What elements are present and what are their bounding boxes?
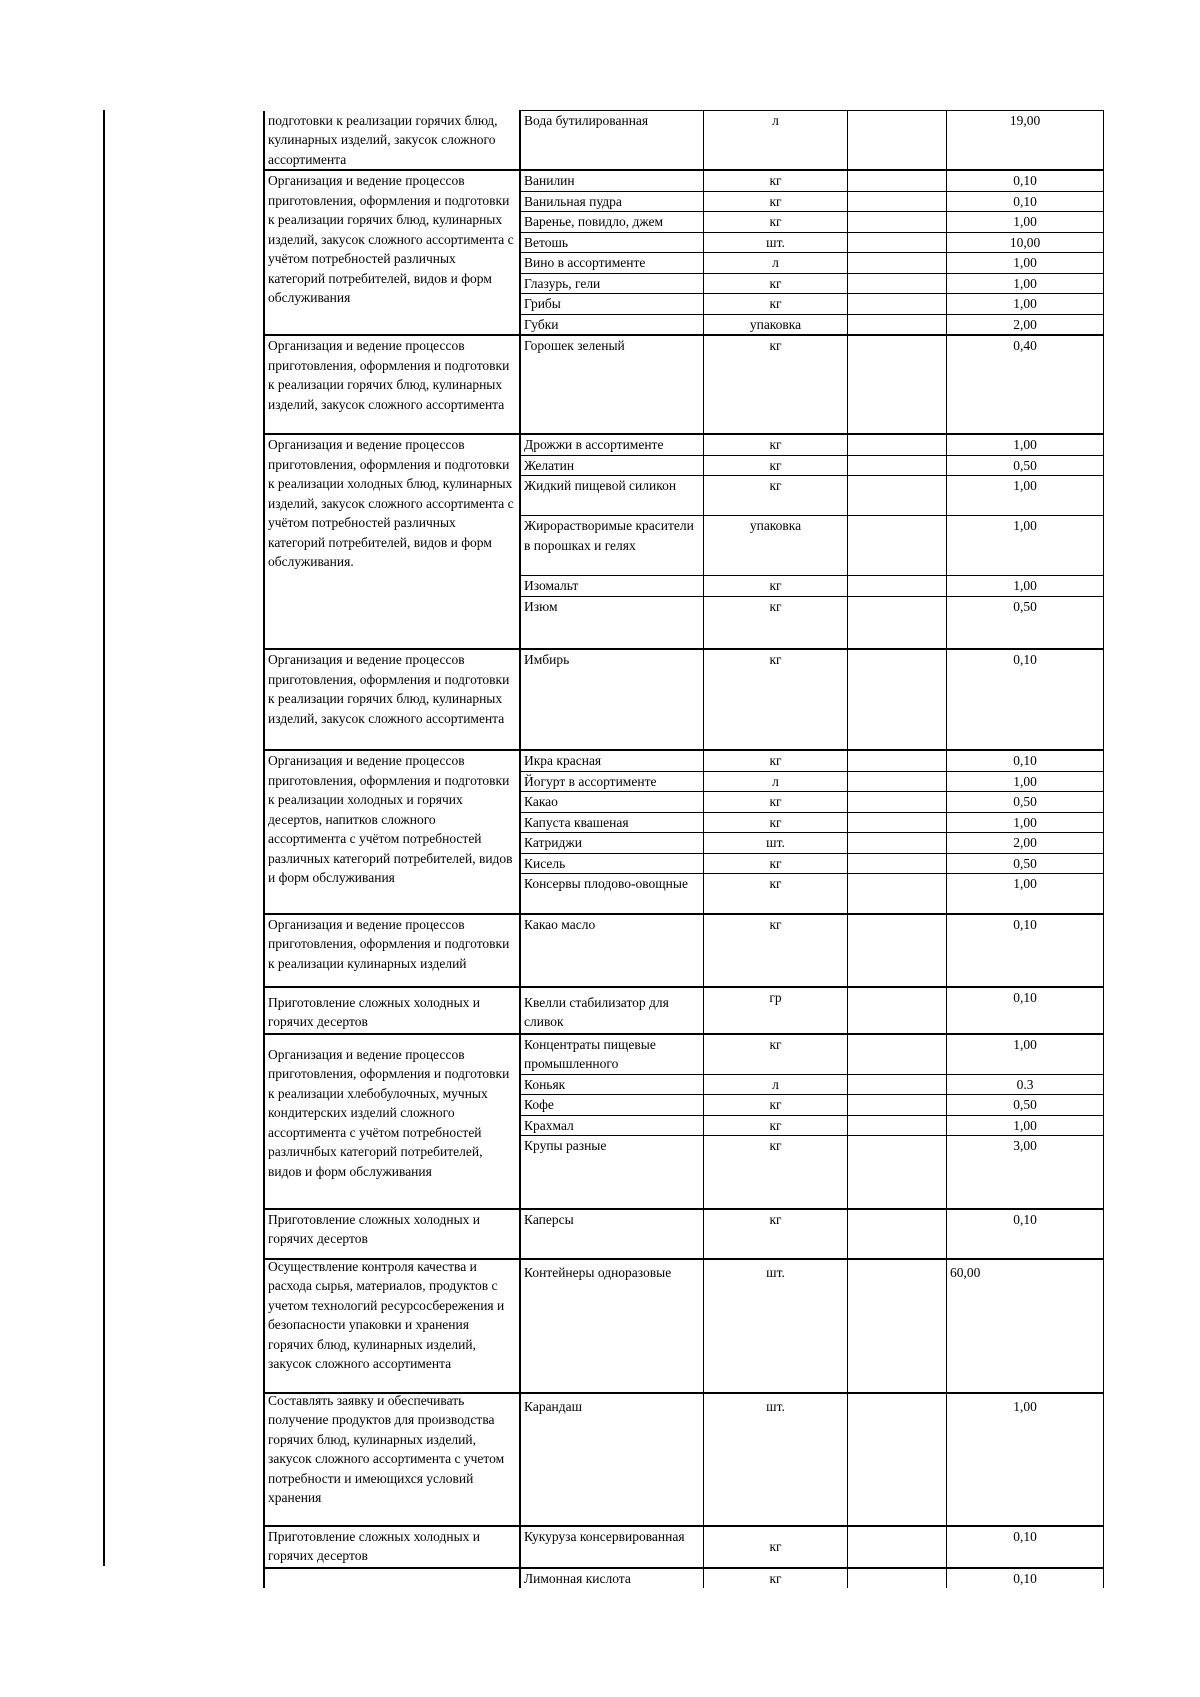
table-row: [264, 434, 1104, 455]
table-row: [264, 111, 1104, 171]
quantity-cell: 0,50: [947, 853, 1104, 874]
quantity-cell: 1,00: [947, 576, 1104, 597]
table-row: [264, 1209, 1104, 1259]
unit-cell: шт.: [704, 1259, 848, 1393]
empty-cell: [848, 987, 947, 1034]
quantity-cell: 19,00: [947, 111, 1104, 171]
material-cell: Губки: [520, 314, 704, 335]
table-row: [264, 649, 1104, 750]
unit-cell: кг: [704, 170, 848, 191]
material-cell: Каперсы: [520, 1209, 704, 1259]
empty-cell: [848, 1526, 947, 1568]
quantity-cell: 0,10: [947, 1526, 1104, 1568]
quantity-cell: 0,50: [947, 455, 1104, 476]
quantity-cell: 1,00: [947, 273, 1104, 294]
unit-cell: кг: [704, 874, 848, 914]
material-cell: Кисель: [520, 853, 704, 874]
material-cell: Какао: [520, 792, 704, 813]
material-cell: Икра красная: [520, 750, 704, 771]
activity-cell: Приготовление сложных холодных и горячих десертов: [264, 1209, 520, 1259]
quantity-cell: 1,00: [947, 771, 1104, 792]
table-row: [264, 1034, 1104, 1075]
unit-cell: кг: [704, 853, 848, 874]
quantity-cell: 0,10: [947, 987, 1104, 1034]
activity-cell: Организация и ведение процессов приготовления, оформления и подготовки к реализации горячих блюд, кулинарных изделий, закусок сложного ассортимента с учётом потребностей различных категорий потребителей, видов и форм обслуживания: [264, 170, 520, 335]
empty-cell: [848, 232, 947, 253]
activity-text: Составлять заявку и обеспечивать получение продуктов для производства горячих блюд, кулинарных изделий, закусок сложного ассортимента с учетом потребности и имеющихся условий хранения: [268, 1392, 505, 1505]
table-row: [264, 1393, 1104, 1526]
unit-cell: кг: [704, 1209, 848, 1259]
material-cell: Изомальт: [520, 576, 704, 597]
table-row: [264, 914, 1104, 987]
empty-cell: [848, 649, 947, 750]
quantity-cell: 1,00: [947, 812, 1104, 833]
unit-cell: кг: [704, 294, 848, 315]
unit-cell: кг: [704, 191, 848, 212]
unit-cell: кг: [704, 596, 848, 649]
quantity-cell: 1,00: [947, 1115, 1104, 1136]
quantity-cell: 1,00: [947, 1034, 1104, 1075]
material-cell: Какао масло: [520, 914, 704, 987]
empty-cell: [848, 314, 947, 335]
unit-cell: кг: [704, 335, 848, 434]
quantity-cell: 10,00: [947, 232, 1104, 253]
quantity-cell: 0,50: [947, 792, 1104, 813]
material-cell: Крахмал: [520, 1115, 704, 1136]
material-cell: Кофе: [520, 1095, 704, 1116]
material-cell: Жидкий пищевой силикон: [520, 476, 704, 516]
material-cell: Карандаш: [520, 1393, 704, 1526]
quantity-cell: 1,00: [947, 874, 1104, 914]
table-row: [264, 987, 1104, 1034]
unit-cell: кг: [704, 273, 848, 294]
material-cell: Лимонная кислота: [520, 1568, 704, 1589]
quantity-cell: 1,00: [947, 212, 1104, 233]
activity-cell: Организация и ведение процессов приготовления, оформления и подготовки к реализации горячих блюд, кулинарных изделий, закусок сложного ассортимента: [264, 649, 520, 750]
material-cell: Ванилин: [520, 170, 704, 191]
activity-cell: Организация и ведение процессов приготовления, оформления и подготовки к реализации горячих блюд, кулинарных изделий, закусок сложного ассортимента: [264, 335, 520, 434]
activity-cell: подготовки к реализации горячих блюд, кулинарных изделий, закусок сложного ассортимента: [264, 111, 520, 171]
empty-cell: [848, 455, 947, 476]
empty-cell: [848, 1095, 947, 1116]
material-cell: Капуста квашеная: [520, 812, 704, 833]
unit-cell: кг: [704, 576, 848, 597]
material-cell: Квелли стабилизатор для сливок: [520, 987, 704, 1034]
quantity-cell: 0,50: [947, 596, 1104, 649]
unit-cell: л: [704, 1074, 848, 1095]
unit-cell: кг: [704, 1034, 848, 1075]
empty-cell: [848, 434, 947, 455]
quantity-cell: 0,10: [947, 649, 1104, 750]
material-cell: Вода бутилированная: [520, 111, 704, 171]
unit-cell: кг: [704, 1095, 848, 1116]
quantity-cell: 0,10: [947, 191, 1104, 212]
empty-cell: [848, 1209, 947, 1259]
empty-cell: [848, 792, 947, 813]
empty-cell: [848, 294, 947, 315]
unit-cell: кг: [704, 812, 848, 833]
quantity-cell: 0,10: [947, 914, 1104, 987]
material-cell: Дрожжи в ассортименте: [520, 434, 704, 455]
unit-cell: кг: [704, 792, 848, 813]
material-cell: Желатин: [520, 455, 704, 476]
quantity-cell: 0,10: [947, 1209, 1104, 1259]
unit-cell: упаковка: [704, 516, 848, 576]
quantity-cell: 1,00: [947, 253, 1104, 274]
activity-cell: [264, 914, 520, 987]
quantity-cell: 1,00: [947, 516, 1104, 576]
empty-cell: [848, 111, 947, 171]
empty-cell: [848, 1115, 947, 1136]
material-cell: Ванильная пудра: [520, 191, 704, 212]
unit-cell: упаковка: [704, 314, 848, 335]
empty-cell: [848, 1259, 947, 1393]
unit-cell: кг: [704, 914, 848, 987]
unit-cell: гр: [704, 987, 848, 1034]
quantity-cell: 0,10: [947, 170, 1104, 191]
activity-cell: Организация и ведение процессов приготовления, оформления и подготовки к реализации холодных и горячих десертов, напитков сложного ассортимента с учётом потребностей различных категорий потребителей, видов и форм обслуживания: [264, 750, 520, 914]
material-cell: Коньяк: [520, 1074, 704, 1095]
table-row: [264, 170, 1104, 191]
unit-cell: кг: [704, 1526, 848, 1568]
empty-cell: [848, 253, 947, 274]
empty-cell: [848, 516, 947, 576]
unit-cell: шт.: [704, 1393, 848, 1526]
empty-cell: [848, 335, 947, 434]
quantity-cell: 1,00: [947, 294, 1104, 315]
material-cell: Ветошь: [520, 232, 704, 253]
quantity-cell: 3,00: [947, 1136, 1104, 1209]
empty-cell: [848, 1034, 947, 1075]
empty-cell: [848, 833, 947, 854]
activity-cell: Приготовление сложных холодных и горячих десертов: [264, 987, 520, 1034]
material-cell: Консервы плодово-овощные: [520, 874, 704, 914]
unit-cell: кг: [704, 476, 848, 516]
quantity-cell: 1,00: [947, 434, 1104, 455]
material-cell: Йогурт в ассортименте: [520, 771, 704, 792]
table-row: [264, 335, 1104, 434]
material-cell: Варенье, повидло, джем: [520, 212, 704, 233]
empty-cell: [848, 596, 947, 649]
empty-cell: [848, 273, 947, 294]
table-row: [264, 1526, 1104, 1568]
empty-cell: [848, 1136, 947, 1209]
table-row: [264, 750, 1104, 771]
empty-cell: [848, 576, 947, 597]
quantity-cell: 60,00: [947, 1259, 1104, 1393]
quantity-cell: 1,00: [947, 476, 1104, 516]
unit-cell: кг: [704, 212, 848, 233]
empty-cell: [848, 771, 947, 792]
empty-cell: [848, 853, 947, 874]
empty-cell: [848, 812, 947, 833]
empty-cell: [848, 1568, 947, 1589]
material-cell: Кукуруза консервированная: [520, 1526, 704, 1568]
left-margin-line: [103, 110, 105, 1566]
material-cell: Горошек зеленый: [520, 335, 704, 434]
empty-cell: [848, 914, 947, 987]
materials-table: [263, 110, 1104, 1588]
empty-cell: [848, 191, 947, 212]
quantity-cell: 2,00: [947, 833, 1104, 854]
activity-cell: [264, 1568, 520, 1589]
unit-cell: кг: [704, 750, 848, 771]
material-cell: Жирорастворимые красители в порошках и гелях: [520, 516, 704, 576]
material-cell: Катриджи: [520, 833, 704, 854]
material-cell: Изюм: [520, 596, 704, 649]
unit-cell: шт.: [704, 232, 848, 253]
material-cell: Вино в ассортименте: [520, 253, 704, 274]
empty-cell: [848, 1393, 947, 1526]
material-cell: Концентраты пищевые промышленного: [520, 1034, 704, 1075]
material-cell: Имбирь: [520, 649, 704, 750]
unit-cell: л: [704, 111, 848, 171]
quantity-cell: 0,40: [947, 335, 1104, 434]
empty-cell: [848, 874, 947, 914]
unit-cell: л: [704, 253, 848, 274]
quantity-cell: 2,00: [947, 314, 1104, 335]
empty-cell: [848, 170, 947, 191]
activity-text: Осуществление контроля качества и расхода сырья, материалов, продуктов с учетом технологий ресурсосбережения и безопасности упаковки и хранения горячих блюд, кулинарных изделий, закусок сложного ассортимента: [268, 1258, 505, 1371]
unit-cell: л: [704, 771, 848, 792]
unit-cell: кг: [704, 1568, 848, 1589]
empty-cell: [848, 212, 947, 233]
table-row: [264, 1568, 1104, 1589]
quantity-cell: 0,10: [947, 1568, 1104, 1589]
material-cell: Глазурь, гели: [520, 273, 704, 294]
unit-cell: кг: [704, 434, 848, 455]
quantity-cell: 1,00: [947, 1393, 1104, 1526]
material-cell: Контейнеры одноразовые: [520, 1259, 704, 1393]
activity-cell: [264, 1259, 520, 1393]
empty-cell: [848, 750, 947, 771]
unit-cell: кг: [704, 455, 848, 476]
unit-cell: кг: [704, 1136, 848, 1209]
activity-cell: Организация и ведение процессов приготовления, оформления и подготовки к реализации холодных блюд, кулинарных изделий, закусок сложного ассортимента с учётом потребностей различных категорий потребителей, видов и форм обслуживания.: [264, 434, 520, 649]
empty-cell: [848, 476, 947, 516]
activity-cell: [264, 1393, 520, 1526]
unit-cell: кг: [704, 1115, 848, 1136]
quantity-cell: 0.3: [947, 1074, 1104, 1095]
activity-cell: Организация и ведение процессов приготовления, оформления и подготовки к реализации хлебобулочных, мучных кондитерских изделий сложного ассортимента с учётом потребностей различнбых категорий потребителей, видов и форм обслуживания: [264, 1034, 520, 1209]
activity-text: Организация и ведение процессов приготовления, оформления и подготовки к реализации кулинарных изделий: [268, 916, 510, 971]
quantity-cell: 0,10: [947, 750, 1104, 771]
unit-cell: шт.: [704, 833, 848, 854]
unit-cell: кг: [704, 649, 848, 750]
table-row: [264, 1259, 1104, 1393]
quantity-cell: 0,50: [947, 1095, 1104, 1116]
empty-cell: [848, 1074, 947, 1095]
activity-cell: Приготовление сложных холодных и горячих десертов: [264, 1526, 520, 1568]
material-cell: Крупы разные: [520, 1136, 704, 1209]
material-cell: Грибы: [520, 294, 704, 315]
